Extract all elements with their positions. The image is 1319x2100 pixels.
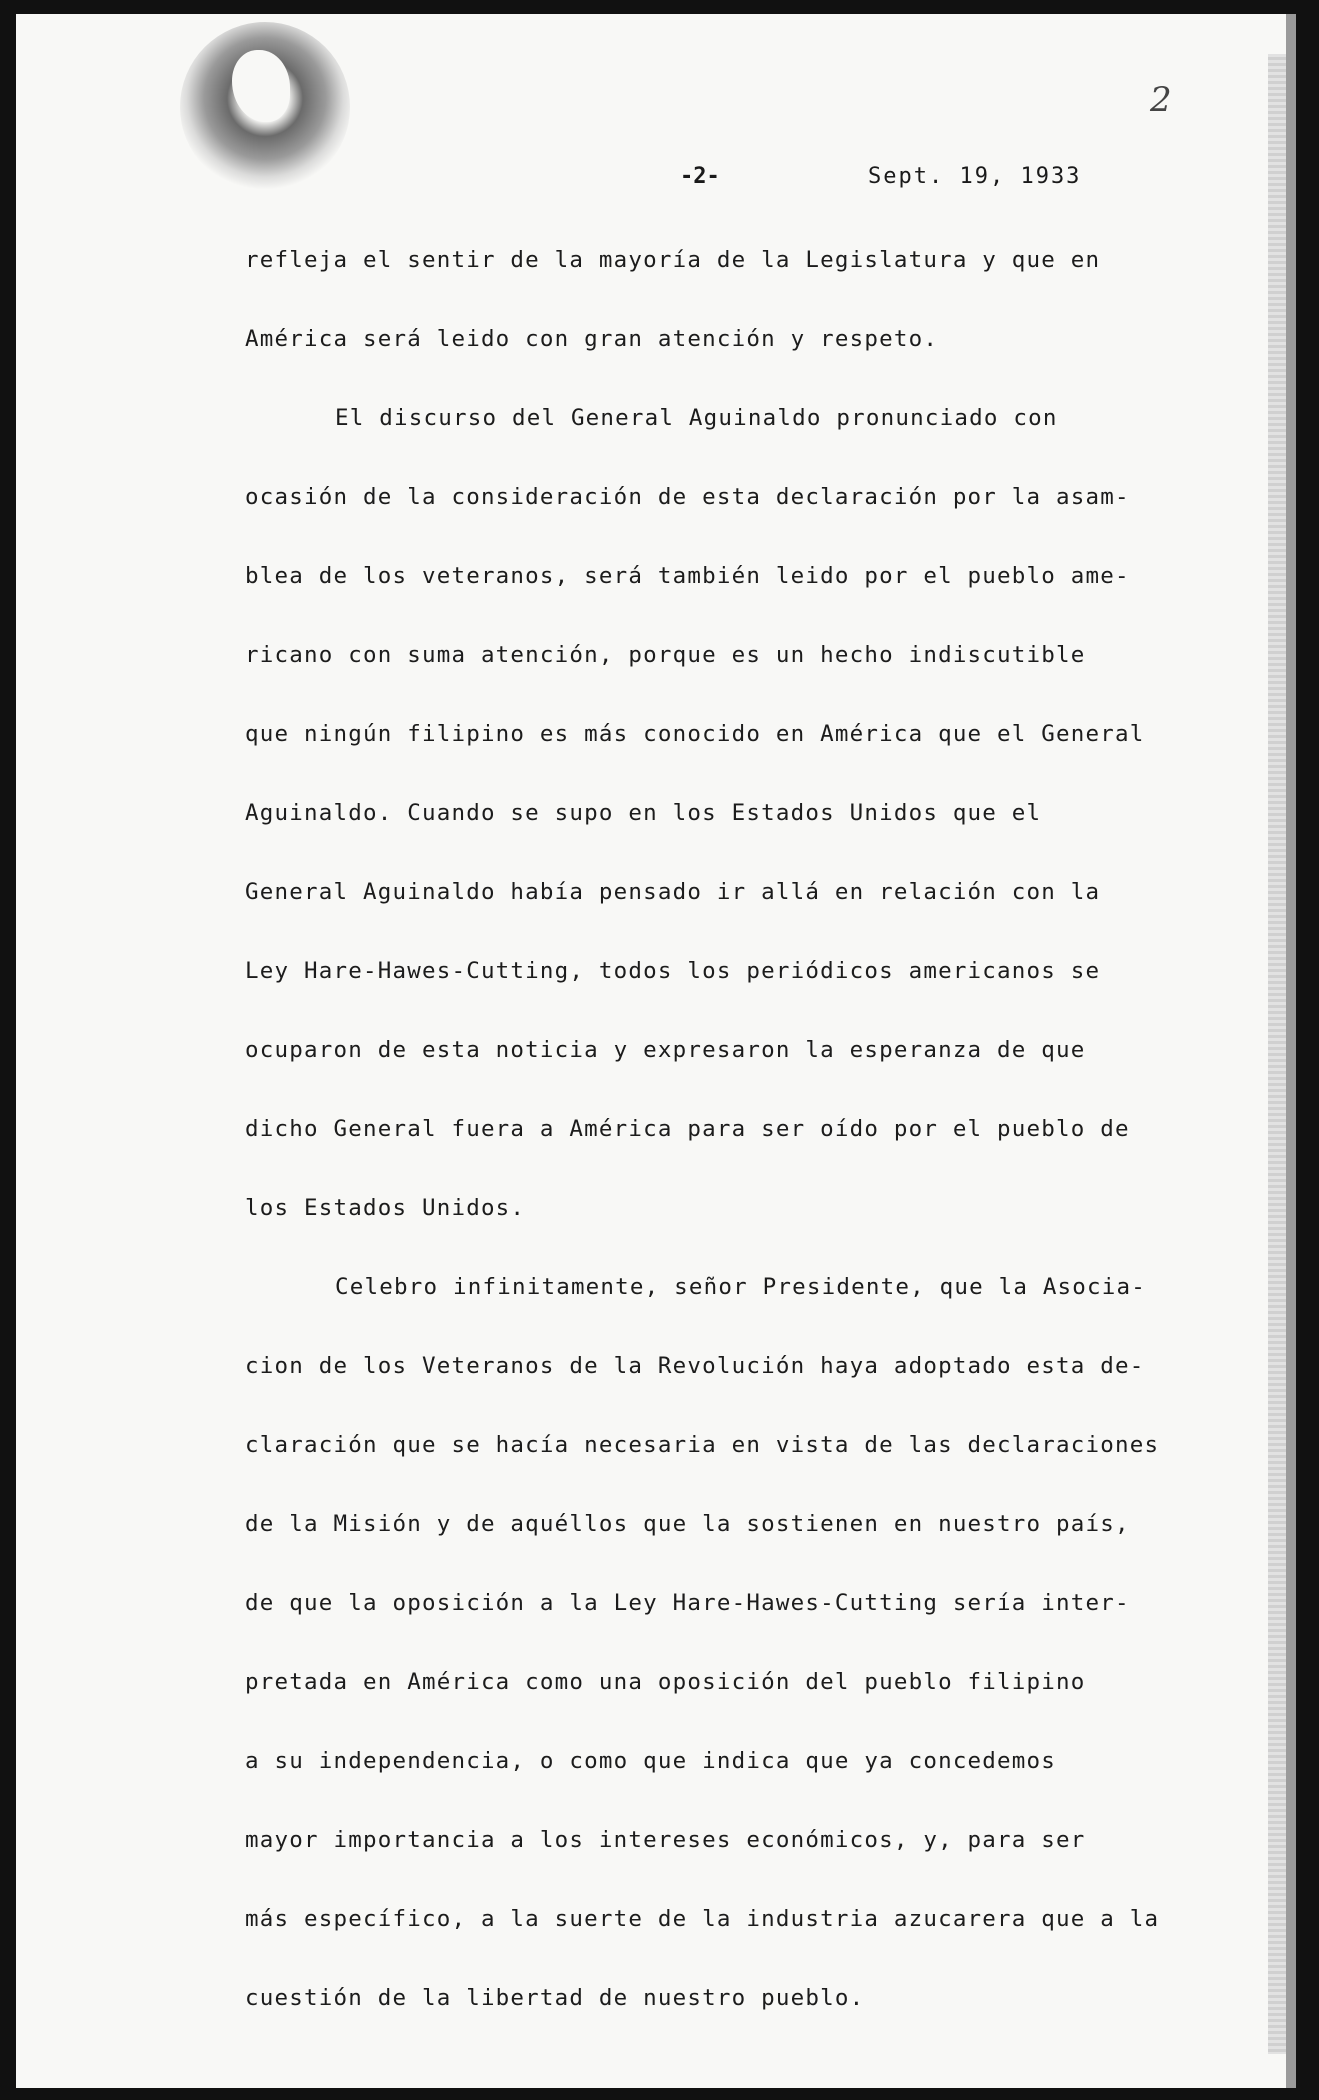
text-line-19: pretada en América como una oposición del pueblo filipino bbox=[245, 1669, 1086, 1695]
text-line-3: El discurso del General Aguinaldo pronunciado con bbox=[335, 405, 1058, 431]
text-line-9: General Aguinaldo había pensado ir allá en relación con la bbox=[245, 879, 1101, 905]
text-line-6: ricano con suma atención, porque es un hecho indiscutible bbox=[245, 642, 1086, 668]
text-line-12: dicho General fuera a América para ser oído por el pueblo de bbox=[245, 1116, 1130, 1142]
text-line-2: América será leido con gran atención y respeto. bbox=[245, 326, 939, 352]
letter-date: Sept. 19, 1933 bbox=[868, 164, 1082, 189]
corner-page-mark: 2 bbox=[1150, 80, 1172, 120]
letter-body bbox=[245, 240, 1225, 2057]
text-line-14: Celebro infinitamente, señor Presidente, que la Asocia- bbox=[335, 1274, 1147, 1300]
text-line-20: a su independencia, o como que indica que ya concedemos bbox=[245, 1748, 1057, 1774]
text-line-4: ocasión de la consideración de esta declaración por la asam- bbox=[245, 484, 1130, 510]
text-line-5: blea de los veteranos, será también leido por el pueblo ame- bbox=[245, 563, 1130, 589]
page-header bbox=[0, 160, 1319, 200]
text-line-15: cion de los Veteranos de la Revolución haya adoptado esta de- bbox=[245, 1353, 1145, 1379]
text-line-8: Aguinaldo. Cuando se supo en los Estados Unidos que el bbox=[245, 800, 1042, 826]
text-line-22: más específico, a la suerte de la industria azucarera que a la bbox=[245, 1906, 1160, 1932]
page-edge bbox=[1268, 54, 1286, 2054]
text-line-21: mayor importancia a los intereses económicos, y, para ser bbox=[245, 1827, 1086, 1853]
text-line-17: de la Misión y de aquéllos que la sostienen en nuestro país, bbox=[245, 1511, 1130, 1537]
text-line-18: de que la oposición a la Ley Hare-Hawes-Cutting sería inter- bbox=[245, 1590, 1130, 1616]
text-line-23: cuestión de la libertad de nuestro pueblo. bbox=[245, 1985, 865, 2011]
text-line-1: refleja el sentir de la mayoría de la Legislatura y que en bbox=[245, 247, 1101, 273]
text-line-16: claración que se hacía necesaria en vista de las declaraciones bbox=[245, 1432, 1160, 1458]
page-number: -2- bbox=[680, 164, 720, 189]
text-line-7: que ningún filipino es más conocido en América que el General bbox=[245, 721, 1145, 747]
text-line-10: Ley Hare-Hawes-Cutting, todos los periódicos americanos se bbox=[245, 958, 1101, 984]
text-line-13: los Estados Unidos. bbox=[245, 1195, 526, 1221]
text-line-11: ocuparon de esta noticia y expresaron la esperanza de que bbox=[245, 1037, 1086, 1063]
